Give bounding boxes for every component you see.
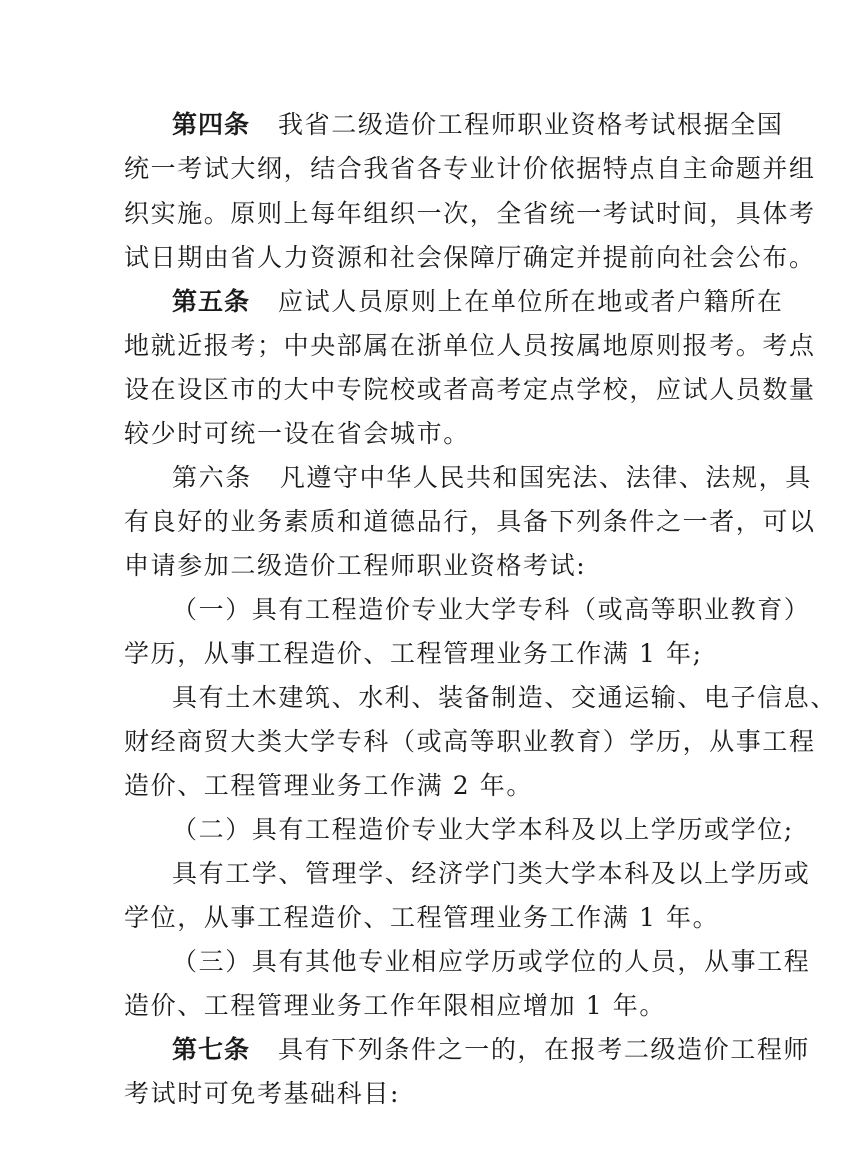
article-4-line-1: 第四条 我省二级造价工程师职业资格考试根据全国 [172,110,784,139]
article-6-line-1: 第六条 凡遵守中华人民共和国宪法、法律、法规，具 [172,463,812,492]
article-4-heading: 第四条 [172,110,251,139]
article-7-line-2: 考试时可免考基础科目: [124,1079,401,1108]
article-4-line-3: 织实施。原则上每年组织一次，全省统一考试时间，具体考 [124,199,816,228]
article-5-line-4: 较少时可统一设在省会城市。 [124,419,470,448]
item-1b-line-1: 具有土木建筑、水利、装备制造、交通运输、电子信息、 [172,683,838,712]
item-2b-line-1: 具有工学、管理学、经济学门类大学本科及以上学历或 [172,859,811,888]
article-6-line-2: 有良好的业务素质和道德品行，具备下列条件之一者，可以 [124,507,816,536]
item-1-line-1: （一）具有工程造价专业大学专科（或高等职业教育） [172,595,811,624]
item-2-line-1: （二）具有工程造价专业大学本科及以上学历或学位; [172,815,794,844]
item-1b-line-3: 造价、工程管理业务工作满 2 年。 [124,771,534,800]
item-1-line-2: 学历，从事工程造价、工程管理业务工作满 1 年; [124,639,703,668]
item-3-line-2: 造价、工程管理业务工作年限相应增加 1 年。 [124,991,667,1020]
item-3-line-1: （三）具有其他专业相应学历或学位的人员，从事工程 [172,947,811,976]
article-5-heading: 第五条 [172,287,251,316]
article-7-heading: 第七条 [172,1035,251,1064]
article-7-line-1: 第七条 具有下列条件之一的，在报考二级造价工程师 [172,1035,811,1064]
article-5-line-1: 第五条 应试人员原则上在单位所在地或者户籍所在 [172,287,784,316]
article-4-line-2: 统一考试大纲，结合我省各专业计价依据特点自主命题并组 [124,154,816,183]
article-5-line-2: 地就近报考；中央部属在浙单位人员按属地原则报考。考点 [124,331,816,360]
item-1b-line-2: 财经商贸大类大学专科（或高等职业教育）学历，从事工程 [124,727,816,756]
article-6-line-3: 申请参加二级造价工程师职业资格考试: [124,551,587,580]
article-6-heading: 第六条 [172,463,252,492]
article-5-line-3: 设在设区市的大中专院校或者高考定点学校，应试人员数量 [124,375,816,404]
article-4-line-4: 试日期由省人力资源和社会保障厅确定并提前向社会公布。 [124,243,816,272]
item-2b-line-2: 学位，从事工程造价、工程管理业务工作满 1 年。 [124,903,720,932]
